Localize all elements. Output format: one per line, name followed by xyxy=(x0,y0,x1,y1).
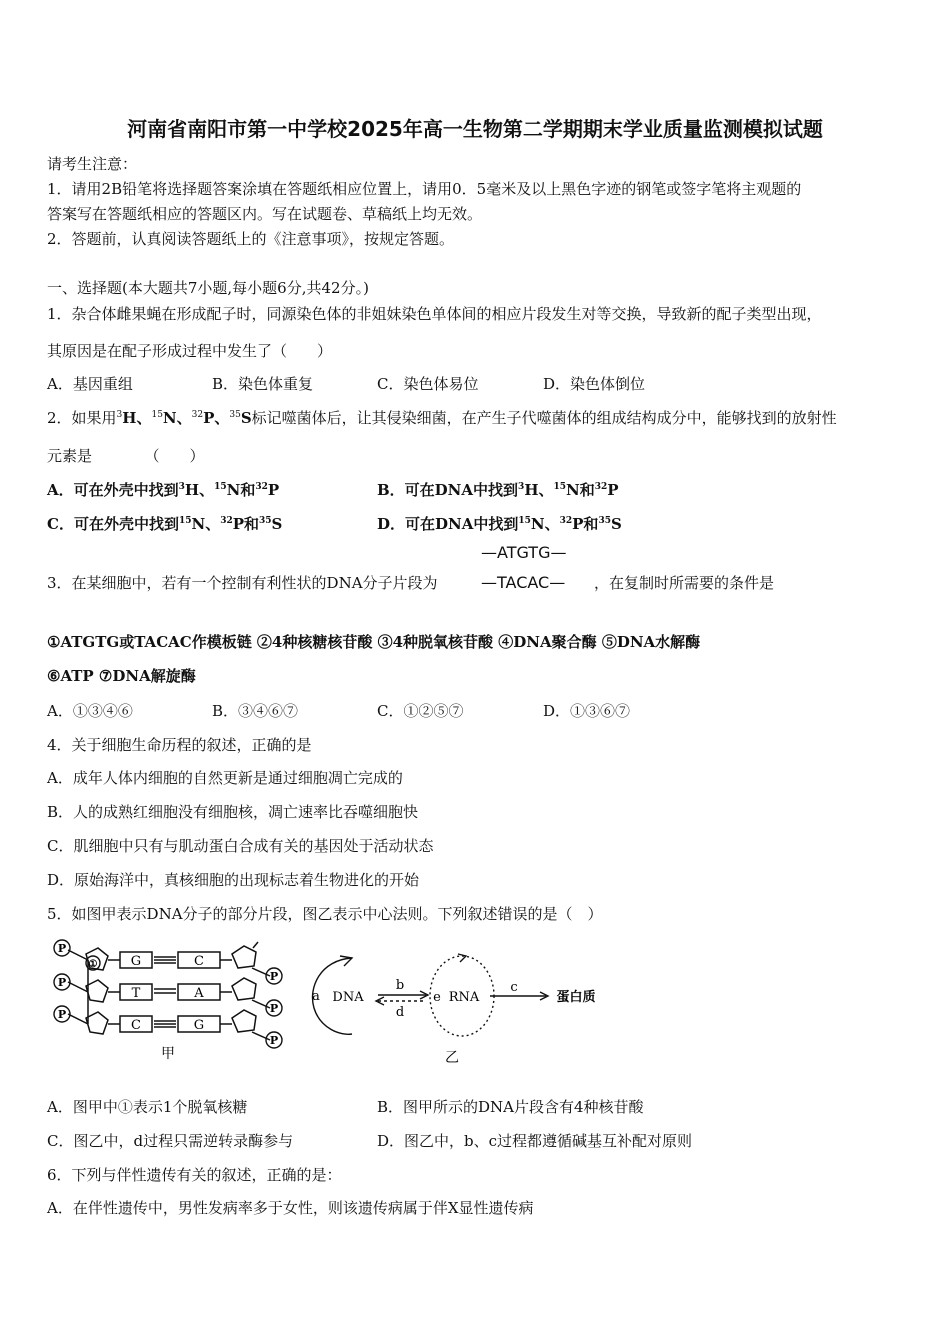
q4-option-a: A．成年人体内细胞的自然更新是通过细胞凋亡完成的 xyxy=(47,769,403,787)
q4-option-d: D．原始海洋中，真核细胞的出现标志着生物进化的开始 xyxy=(47,871,420,889)
q2-d-text: D．可在DNA中找到 xyxy=(377,515,519,533)
label-protein: 蛋白质 xyxy=(556,990,596,1005)
q2-b-text: B．可在DNA中找到 xyxy=(377,481,519,499)
q2-stem-pre: 2．如果用 xyxy=(47,409,117,427)
q2-iso-1: 3 xyxy=(116,410,123,420)
phosphate-label-r1: P xyxy=(269,970,279,983)
q2-stem-line2: 元素是 （ ） xyxy=(47,447,205,465)
q2-d-iso-2: 32 xyxy=(559,516,573,526)
dna-segment-figure xyxy=(481,543,591,595)
label-d: d xyxy=(395,1005,405,1020)
figure-yi-caption: 乙 xyxy=(445,1050,459,1066)
q2-iso-2: 15 xyxy=(151,410,163,420)
base-left-3: C xyxy=(131,1018,141,1033)
base-right-1: C xyxy=(194,954,204,969)
base-right-2: A xyxy=(194,986,204,1001)
label-c: c xyxy=(510,980,518,995)
q2-d-iso-1: 15 xyxy=(518,516,531,526)
q3-stem-pre: 3．在某细胞中，若有一个控制有利性状的DNA分子片段为 xyxy=(47,574,438,592)
q6-stem: 6．下列与伴性遗传有关的叙述，正确的是： xyxy=(47,1166,342,1184)
q4-option-c: C．肌细胞中只有与肌动蛋白合成有关的基因处于活动状态 xyxy=(47,837,434,855)
q1-option-c: C．染色体易位 xyxy=(377,375,479,393)
q5-option-d: D．图乙中，b、c过程都遵循碱基互补配对原则 xyxy=(377,1132,693,1150)
q2-c-el-2: P和 xyxy=(232,515,260,533)
q2-el-3: P、 xyxy=(203,409,230,427)
q5-option-b: B．图甲所示的DNA片段含有4种核苷酸 xyxy=(377,1098,644,1116)
q2-a-iso-1: 3 xyxy=(178,482,185,492)
q3-items-line1: ①ATGTG或TACAC作模板链 ②4种核糖核苷酸 ③4种脱氧核苷酸 ④DNA聚合酶 ⑤DNA水解酶 xyxy=(47,633,701,651)
q2-a-iso-3: 32 xyxy=(255,482,268,492)
page-title: 河南省南阳市第一中学校2025年高一生物第二学期期末学业质量监测模拟试题 xyxy=(127,117,823,141)
q1-option-a: A．基因重组 xyxy=(47,375,133,393)
q2-d-el-2: P和 xyxy=(572,515,599,533)
label-dna: DNA xyxy=(332,990,364,1005)
q2-c-iso-2: 32 xyxy=(220,516,233,526)
q2-c-el-3: S xyxy=(271,515,283,533)
q3-option-b: B．③④⑥⑦ xyxy=(212,702,299,720)
notice-item-1a: 1．请用2B铅笔将选择题答案涂填在答题纸相应位置上，请用0．5毫米及以上黑色字迹的钢笔或签字笔将主观题的 xyxy=(47,180,802,198)
q2-b-iso-1: 3 xyxy=(518,482,525,492)
q2-a-el-1: H、 xyxy=(184,481,215,499)
label-a: a xyxy=(312,989,320,1004)
notice-heading: 请考生注意： xyxy=(47,155,138,173)
q2-a-el-2: N和 xyxy=(226,481,256,499)
q2-a-iso-2: 15 xyxy=(214,482,227,492)
q2-c-iso-3: 35 xyxy=(259,516,272,526)
q2-stem-post: 标记噬菌体后，让其侵染细菌，在产生子代噬菌体的组成结构成分中，能够找到的放射性 xyxy=(251,409,837,427)
dna-strand-bottom: —TACAC— xyxy=(481,573,566,592)
q2-c-iso-1: 15 xyxy=(178,516,192,526)
q5-stem: 5．如图甲表示DNA分子的部分片段，图乙表示中心法则。下列叙述错误的是（ ） xyxy=(47,905,603,923)
q3-option-a: A．①③④⑥ xyxy=(47,702,133,720)
q2-el-2: N、 xyxy=(162,409,192,427)
q4-stem: 4．关于细胞生命历程的叙述，正确的是 xyxy=(47,736,312,754)
section-heading: 一、选择题(本大题共7小题,每小题6分,共42分。) xyxy=(47,279,369,297)
q2-b-iso-2: 15 xyxy=(553,482,567,492)
q2-el-4: S xyxy=(240,409,252,427)
q2-el-1: H、 xyxy=(122,409,152,427)
q2-d-el-1: N、 xyxy=(530,515,560,533)
q1-option-b: B．染色体重复 xyxy=(212,375,314,393)
q5-option-a: A．图甲中①表示1个脱氧核糖 xyxy=(47,1098,248,1116)
notice-item-2: 2．答题前，认真阅读答题纸上的《注意事项》，按规定答题。 xyxy=(47,230,455,248)
q2-b-el-3: P xyxy=(607,481,619,499)
q2-d-el-3: S xyxy=(610,515,622,533)
q1-stem-line2: 其原因是在配子形成过程中发生了（ ） xyxy=(47,342,333,360)
phosphate-label-r3: P xyxy=(269,1034,279,1047)
label-b: b xyxy=(395,978,405,993)
dna-strand-top: —ATGTG— xyxy=(481,543,567,562)
q5-option-c: C．图乙中，d过程只需逆转录酶参与 xyxy=(47,1132,294,1150)
q2-a-text: A．可在外壳中找到 xyxy=(47,481,179,499)
q4-option-b: B．人的成熟红细胞没有细胞核，凋亡速率比吞噬细胞快 xyxy=(47,803,419,821)
q2-d-iso-3: 35 xyxy=(598,516,611,526)
base-left-2: T xyxy=(131,986,141,1001)
q2-a-el-3: P xyxy=(267,481,280,499)
q1-option-d: D．染色体倒位 xyxy=(543,375,646,393)
phosphate-label-l2: P xyxy=(57,976,67,989)
q2-b-iso-3: 32 xyxy=(594,482,608,492)
notice-item-1b: 答案写在答题纸相应的答题区内。写在试题卷、草稿纸上均无效。 xyxy=(47,205,483,223)
figure-jia-caption: 甲 xyxy=(161,1046,175,1062)
circle-1-label: ① xyxy=(88,959,98,970)
q2-option-d xyxy=(377,513,622,534)
q2-iso-4: 35 xyxy=(229,410,241,420)
q2-option-b xyxy=(377,479,619,500)
base-right-3: G xyxy=(193,1018,205,1033)
phosphate-label-l1: P xyxy=(57,942,67,955)
figure-yi-central-dogma xyxy=(300,948,600,1068)
q2-c-el-1: N、 xyxy=(191,515,221,533)
phosphate-label-r2: P xyxy=(269,1002,279,1015)
q3-items-line2: ⑥ATP ⑦DNA解旋酶 xyxy=(47,667,196,685)
figure-jia-dna-fragment xyxy=(48,938,288,1063)
q2-b-el-2: N和 xyxy=(566,481,595,499)
q2-option-a xyxy=(47,479,279,500)
label-e: e xyxy=(433,990,441,1005)
q2-iso-3: 32 xyxy=(191,410,204,420)
phosphate-label-l3: P xyxy=(57,1008,67,1021)
q2-option-c xyxy=(47,513,282,534)
base-left-1: G xyxy=(130,954,142,969)
q3-stem-post: ，在复制时所需要的条件是 xyxy=(594,574,775,592)
label-rna: RNA xyxy=(448,990,480,1005)
q3-option-d: D．①③⑥⑦ xyxy=(543,702,631,720)
q2-c-text: C．可在外壳中找到 xyxy=(47,515,179,533)
q3-option-c: C．①②⑤⑦ xyxy=(377,702,464,720)
q2-b-el-1: H、 xyxy=(524,481,554,499)
q6-option-a: A．在伴性遗传中，男性发病率多于女性，则该遗传病属于伴X显性遗传病 xyxy=(47,1199,534,1217)
q1-stem-line1: 1．杂合体雌果蝇在形成配子时，同源染色体的非姐妹染色单体间的相应片段发生对等交换，导致新的配子类型出现， xyxy=(47,305,822,323)
q2-stem-line1 xyxy=(47,407,837,428)
